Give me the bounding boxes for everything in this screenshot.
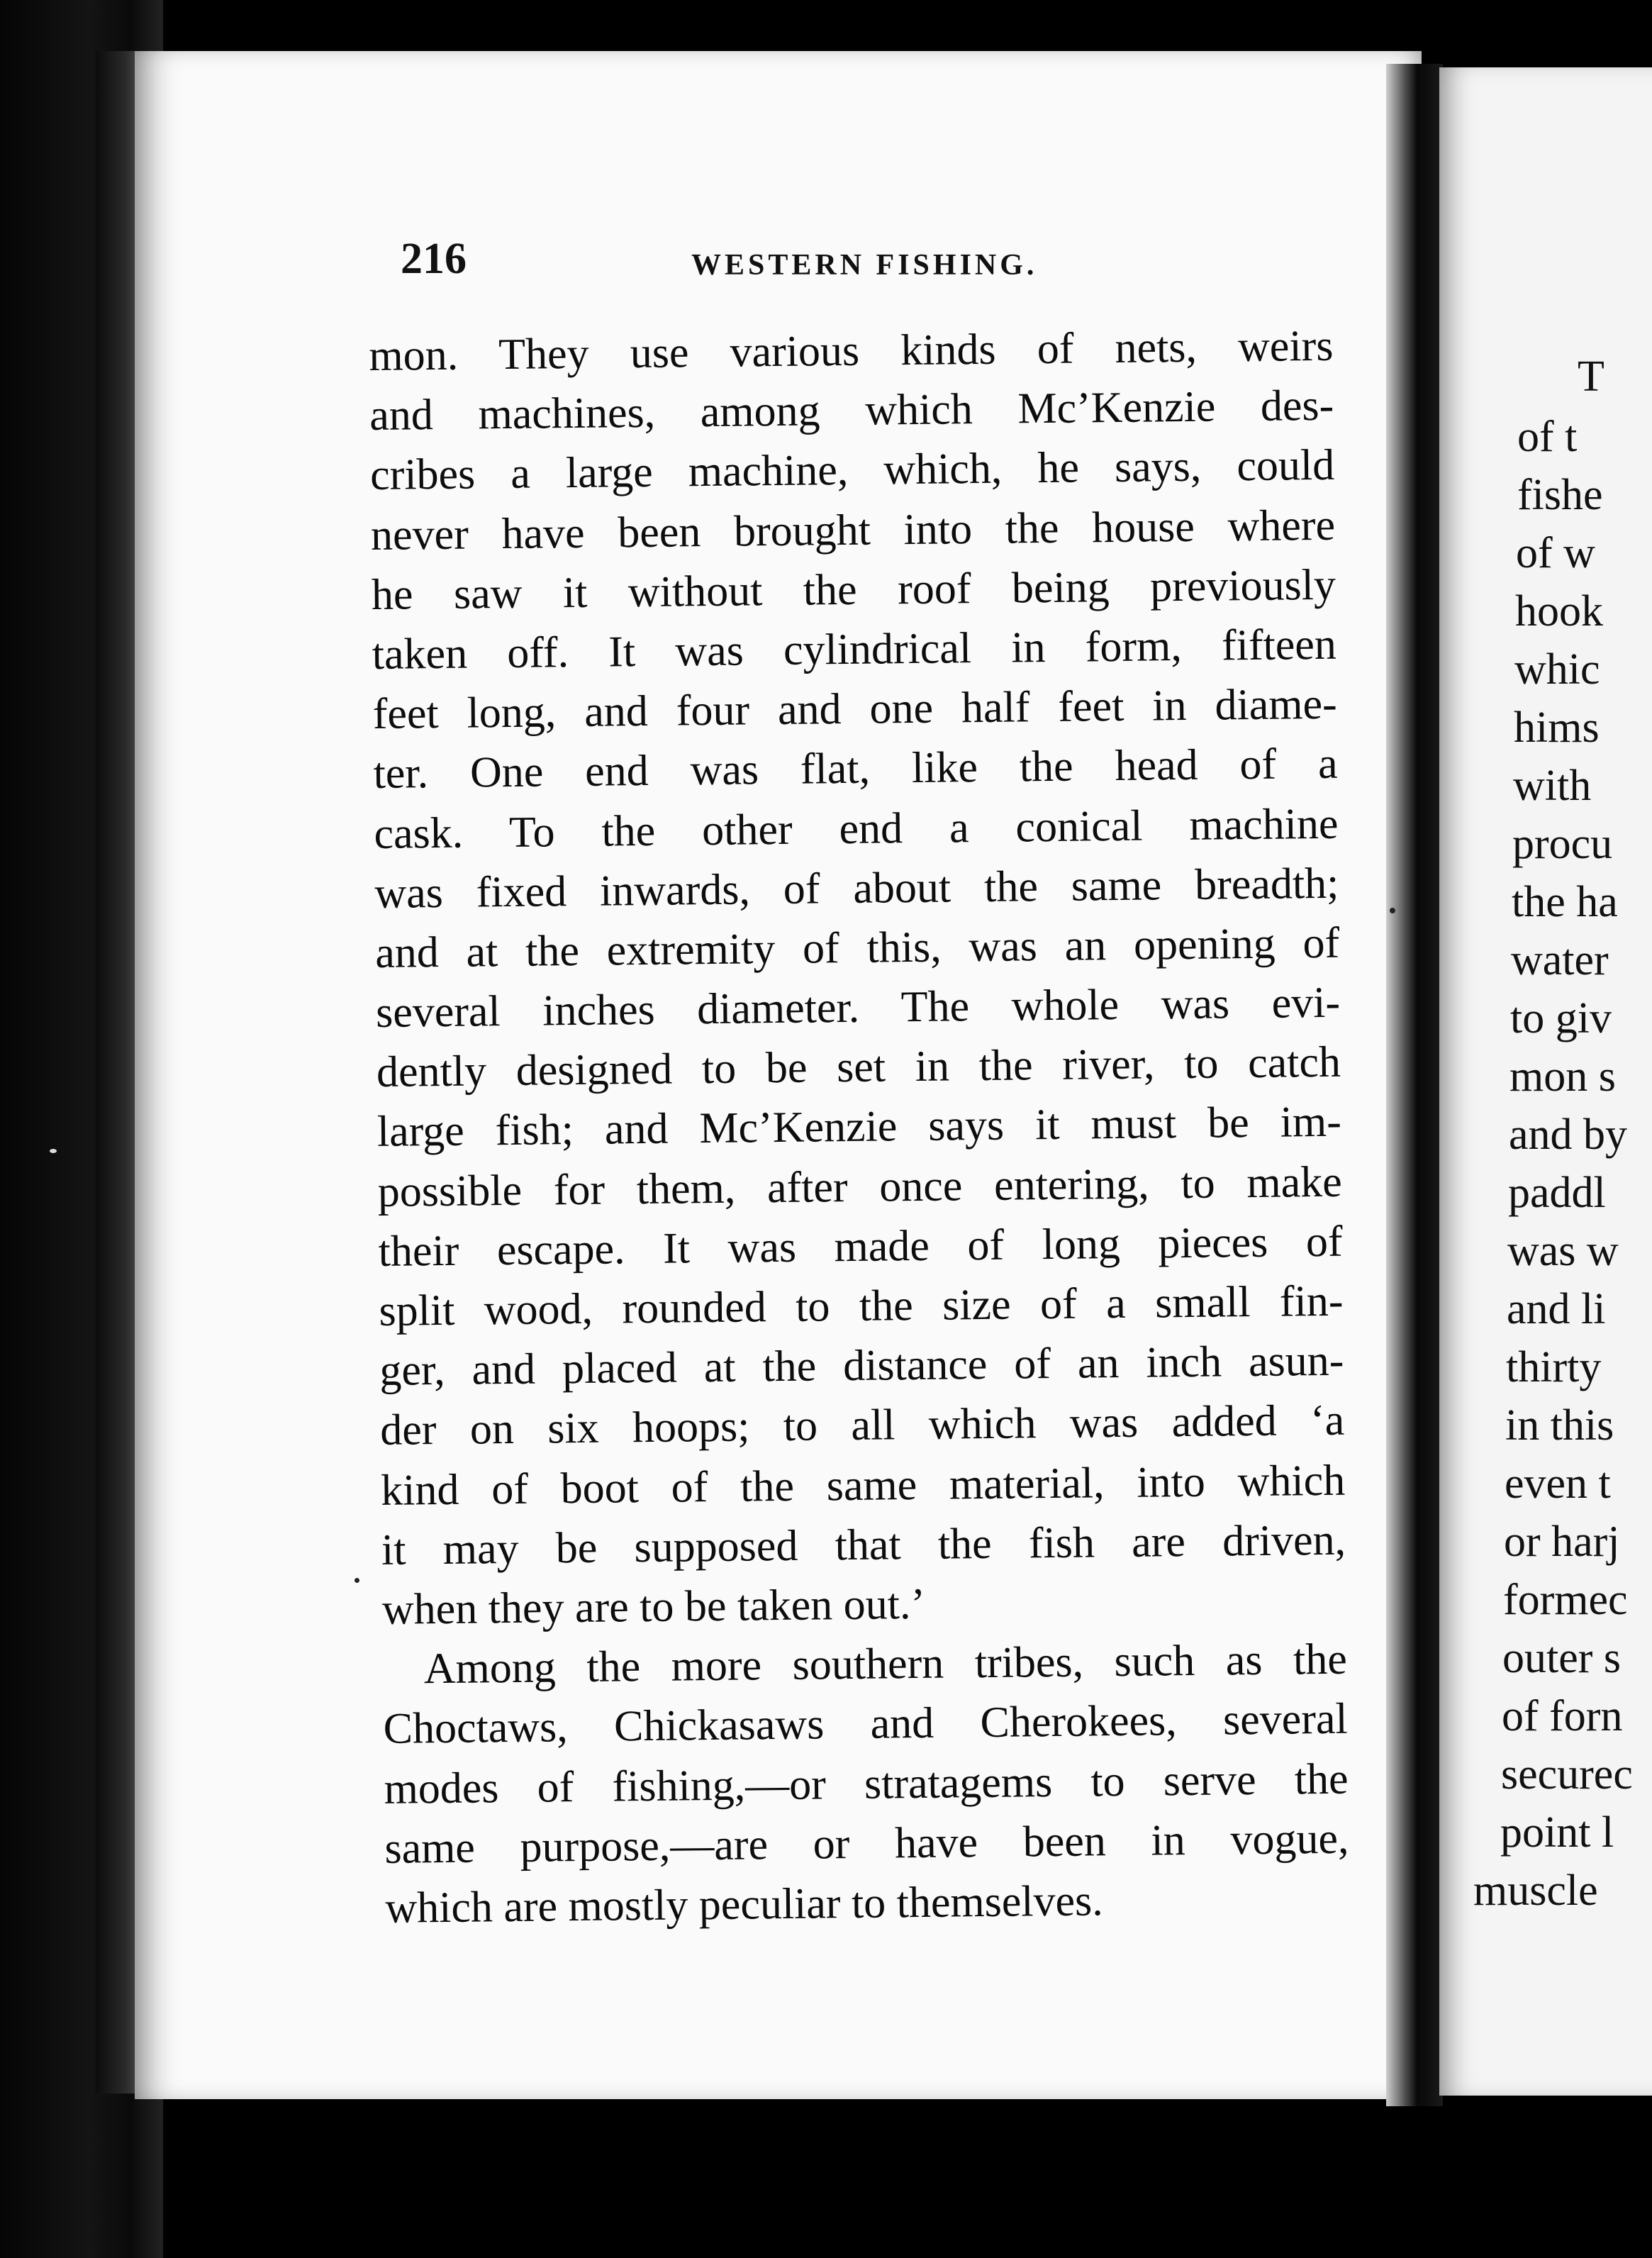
text-line: Choctaws, Chickasaws and Cherokees, several [383, 1694, 1348, 1754]
fragment-line: the ha [1512, 878, 1618, 926]
running-title: WESTERN FISHING. [691, 249, 1038, 282]
fragment-line: thirty [1506, 1343, 1602, 1391]
fragment-line: formec [1503, 1576, 1628, 1624]
text-line: cribes a large machine, which, he says, could [369, 441, 1335, 500]
text-line: never have been brought into the house where [370, 501, 1336, 560]
fragment-line: and li [1507, 1285, 1606, 1333]
fragment-line: to giv [1510, 994, 1612, 1042]
text-line: and machines, among which Mc’Kenzie des- [369, 381, 1334, 440]
fragment-line: or harj [1504, 1518, 1620, 1566]
book-gutter [1386, 64, 1443, 2106]
fragment-line: even t [1505, 1459, 1611, 1508]
text-line: ger, and placed at the distance of an inch asun- [379, 1336, 1344, 1396]
text-line: and at the extremity of this, was an opening of [374, 918, 1340, 977]
fragment-line: procu [1512, 820, 1613, 868]
text-line: same purpose,—are or have been in vogue, [384, 1814, 1349, 1873]
text-line: which are mostly peculiar to themselves. [385, 1876, 1104, 1932]
text-line: ter. One end was flat, like the head of a [373, 740, 1338, 799]
fragment-line: mon s [1509, 1052, 1616, 1101]
text-line: possible for them, after once entering, to make [377, 1157, 1343, 1216]
page-number: 216 [401, 235, 467, 283]
fragment-line: hims [1514, 703, 1600, 752]
scan-speck [1390, 908, 1395, 913]
text-line: dently designed to be set in the river, to catch [376, 1038, 1341, 1097]
fragment-line: fishe [1517, 471, 1603, 519]
text-line: cask. To the other end a conical machine [374, 799, 1339, 858]
fragment-line: securec [1501, 1750, 1633, 1798]
scan-speck [50, 1149, 57, 1153]
text-line: Among the more southern tribes, such as the [423, 1635, 1348, 1693]
fragment-line: paddl [1508, 1169, 1606, 1217]
fragment-line: whic [1514, 645, 1600, 694]
text-line: kind of boot of the same material, into which [380, 1456, 1346, 1515]
text-line: split wood, rounded to the size of a small fin- [379, 1277, 1344, 1335]
text-line: when they are to be taken out.’ [381, 1579, 926, 1634]
text-line: large fish; and Mc’Kenzie says it must be im- [376, 1098, 1342, 1157]
fragment-line: water [1511, 936, 1609, 984]
facing-page [1439, 67, 1652, 2096]
fragment-line: of w [1516, 529, 1595, 577]
text-line: it may be supposed that the fish are driven, [381, 1515, 1346, 1574]
fragment-line: in this [1505, 1401, 1614, 1450]
text-line: der on six hoops; to all which was added ‘a [379, 1396, 1345, 1455]
fragment-line: of forn [1502, 1692, 1623, 1740]
fragment-line: point l [1500, 1808, 1614, 1857]
fragment-line: hook [1515, 587, 1603, 635]
fragment-line: of t [1517, 413, 1578, 461]
running-head [401, 234, 1336, 291]
fragment-line: was w [1507, 1227, 1619, 1275]
text-line: taken off. It was cylindrical in form, fifteen [372, 620, 1337, 679]
text-line: several inches diameter. The whole was evi- [375, 978, 1341, 1038]
text-line: feet long, and four and one half feet in diame- [372, 679, 1338, 739]
text-line: was fixed inwards, of about the same breadth; [374, 859, 1339, 918]
text-line: their escape. It was made of long pieces of [378, 1217, 1343, 1276]
fragment-line: outer s [1502, 1634, 1622, 1682]
body-text [369, 316, 1350, 1938]
fragment-line: muscle [1473, 1867, 1598, 1915]
scan-speck [355, 1578, 359, 1583]
text-line: he saw it without the roof being previously [371, 560, 1336, 619]
text-line: mon. They use various kinds of nets, weirs [369, 321, 1334, 380]
fragment-line: and by [1509, 1111, 1628, 1159]
fragment-line: with [1513, 762, 1592, 810]
fragment-line: T [1578, 352, 1604, 401]
text-line: modes of fishing,—or stratagems to serve the [384, 1754, 1349, 1813]
